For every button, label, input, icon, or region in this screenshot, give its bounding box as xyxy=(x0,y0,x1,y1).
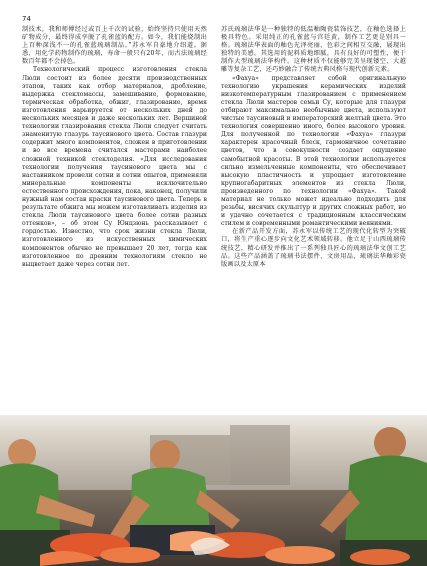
workshop-photo xyxy=(0,395,427,566)
chinese-paragraph: 苏氏琉璃法华是一种独特的低温釉陶瓷装饰技艺，在釉色选择上极具特色。采用纯正的孔雀蓝与宫廷黄，制作工艺更是别具一格。琉璃法华表面的釉色光泽亮丽，色彩之间相互交融，展现出独特的美感。其选用的泥料质地细腻，具有良好的可塑性，便于制作大型琉璃法华构件。这种材质不仅能够完美呈现镂空、大越雕等复杂工艺，还巧妙融合了传统古典风格与现代创新元素。 xyxy=(221,26,406,74)
russian-paragraph: Технологический процесс изготовления стекла Люли состоит из более десяти производственных этапов, таких как отбор материалов, дробление, выдержка стекломассы, замешивание, формование, термическая обработка, обжиг, глазирование, время изготовления варьируется от нескольких дней до нескольких месяцев и даже нескольких лет. Вершиной технологии глазирования стекла Люли следует считать знаменитую глазурь таусинового цвета. Состав глазури содержит много компонентов, сложен в приготовлении и во все времена считался мастерами наиболее сложной техникой стеклоделия. «Для исследования технологии получения таусинового цвета мы с наставником провели сотни и сотни опытов, применяли минеральные компоненты исключительно естественного происхождения, пока, наконец, получили нужный нам состав краски таусинового цвета. Теперь в результате обжига мы можем изготавливать изделия из стекла Люли таусинового цвета более сотни разных оттенков», – об этом Су Юнцзюнь рассказывает с гордостью. Известно, что срок жизни стекла Люли, изготовленного из искусственных химических компонентов обычно не превышает 20 лет, тогда как изготовленное по древним технологиям стекло не выцветает даже через сотни лет. xyxy=(22,66,207,268)
page-number: 74 xyxy=(22,15,31,23)
chinese-paragraph: 在新产品开发方面，苏永军以传统工艺的现代化转型为突破口，将生产重心逐步向文化艺术领域转移。他立足于山西琉璃传统技艺，精心研发并推出了一系列独具匠心的琉璃法华文创工艺品。这些产品涵盖了琉璃书法摆件、文房用品、琉璃法华釉彩瓷版画以及太原本 xyxy=(221,228,406,268)
chinese-paragraph: 制技术，我和师傅经过或百上千次的试验，始终坚持只使用天然矿物成分，最终得成孪脱了孔雀蓝的配方。如今，我们能烧制出上百种深浅不一的孔雀蓝琉璃制品。”苏永军自豪地介绍道。据悉，用化学药物制作的琉璃，寿命一般只有20年，而古法琉璃经数百年都不会掉色。 xyxy=(22,26,207,66)
left-text-column xyxy=(22,26,207,269)
russian-paragraph: «Фахуа» представляет собой оригинальную технологию украшения керамических изделий низкотемпературным глазированием с применением стекла Люли мастеров семьи Су, которые для глазури отбирают максимально необычные цвета, используют чистые таусиновый и императорский желтый цвета. Это технология совершенно иного, более высокого уровня. Для полученной по технологии «Фахуа» глазури характерен красочный блеск, гармоничное сочетание цветов, что в совокупности создает ощущение самобытной красоты. В этой технологии используется сильно измельченные компоненты, что обеспечивает высокую пластичность и упрощает изготовление крупногабаритных элементов из стекла Люли, произведенного по технологии «Фахуа». Такой материал не только может идеально подходить для резьбы, висячих скульптур и других сложных работ, но и удачно сочетается с традиционным классическим стилем и современными романтическими веяниями. xyxy=(221,74,406,228)
right-text-column xyxy=(221,26,406,269)
